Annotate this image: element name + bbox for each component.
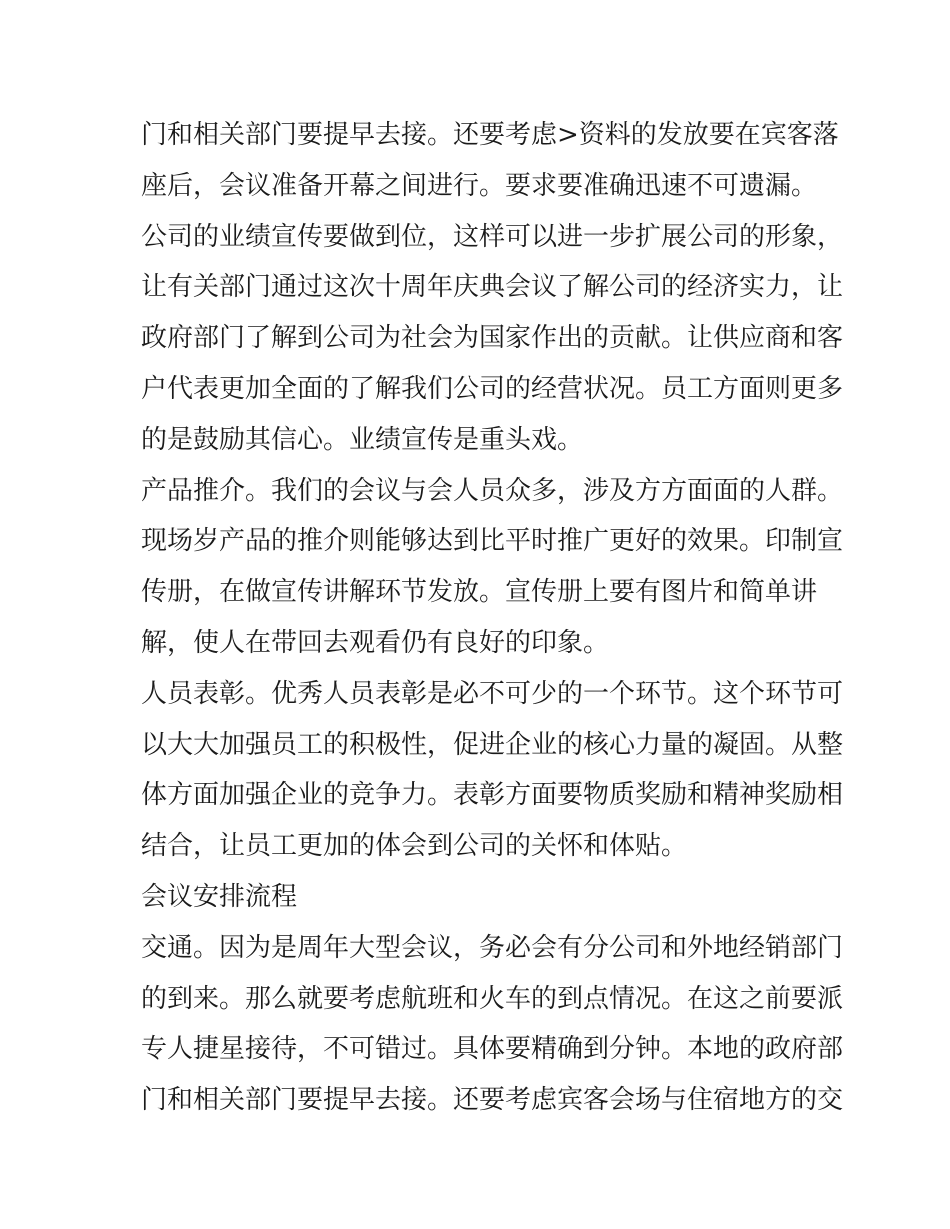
document-body bbox=[141, 110, 844, 1126]
text-line: 的是鼓励其信心。业绩宣传是重头戏。 bbox=[141, 424, 584, 455]
text-line: 公司的业绩宣传要做到位，这样可以进一步扩展公司的形象， bbox=[141, 221, 844, 252]
text-line: 户代表更加全面的了解我们公司的经营状况。员工方面则更多 bbox=[141, 373, 844, 404]
text-line: 门和相关部门要提早去接。还要考虑宾客会场与住宿地方的交 bbox=[141, 1085, 844, 1116]
text-line: 体方面加强企业的竞争力。表彰方面要物质奖励和精神奖励相 bbox=[141, 780, 844, 811]
text-line: 的到来。那么就要考虑航班和火车的到点情况。在这之前要派 bbox=[141, 983, 844, 1014]
text-line: 结合，让员工更加的体会到公司的关怀和体贴。 bbox=[141, 831, 688, 862]
text-line: 现场岁产品的推介则能够达到比平时推广更好的效果。印制宣 bbox=[141, 526, 844, 557]
text-line: 专人捷星接待，不可错过。具体要精确到分钟。本地的政府部 bbox=[141, 1034, 844, 1065]
section-heading: 会议安排流程 bbox=[141, 881, 298, 912]
text-line: 让有关部门通过这次十周年庆典会议了解公司的经济实力，让 bbox=[141, 272, 844, 303]
text-line: 交通。因为是周年大型会议，务必会有分公司和外地经销部门 bbox=[141, 932, 844, 963]
text-line: 以大大加强员工的积极性，促进企业的核心力量的凝固。从整 bbox=[141, 729, 844, 760]
text-line: 座后，会议准备开幕之间进行。要求要准确迅速不可遗漏。 bbox=[141, 170, 818, 201]
text-line: 传册，在做宣传讲解环节发放。宣传册上要有图片和简单讲 bbox=[141, 577, 818, 608]
text-line: 产品推介。我们的会议与会人员众多，涉及方方面面的人群。 bbox=[141, 475, 844, 506]
text-line: 门和相关部门要提早去接。还要考虑>资料的发放要在宾客落 bbox=[141, 120, 839, 150]
text-line: 人员表彰。优秀人员表彰是必不可少的一个环节。这个环节可 bbox=[141, 678, 844, 709]
text-line: 解，使人在带回去观看仍有良好的印象。 bbox=[141, 627, 610, 658]
text-line: 政府部门了解到公司为社会为国家作出的贡献。让供应商和客 bbox=[141, 323, 844, 354]
